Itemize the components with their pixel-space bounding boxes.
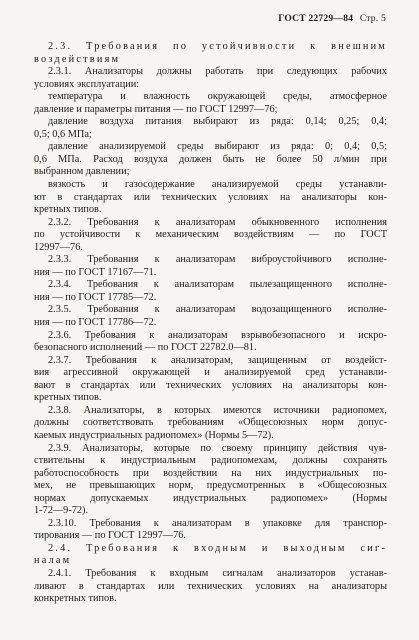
- text-line: ния — по ГОСТ 17785—72.: [34, 291, 157, 303]
- text-line: конкретных типов.: [34, 593, 117, 605]
- text-line: ния — по ГОСТ 17167—71.: [34, 266, 157, 278]
- text-line: давление воздуха питания выбирают из ряда: 0,14; 0,25; 0,4;: [48, 116, 387, 128]
- text-line: 2.3.1. Анализаторы должны работать при следующих рабочих: [48, 66, 387, 78]
- text-line: 2.3.8. Анализаторы, в которых имеются источники радиопомех,: [48, 404, 387, 416]
- text-line: ствительны к индустриальным радиопомехам, должны сохранять: [34, 455, 387, 467]
- page-header: [278, 13, 386, 24]
- text-line: 2.3.4. Требования к анализаторам пылезащищенного исполне-: [48, 279, 387, 291]
- body-text: [34, 41, 387, 606]
- text-line: нормах допускаемых индустриальных радиопомех» (Нормы: [34, 492, 387, 504]
- text-line: температура и влажность окружающей среды, атмосферное: [48, 91, 387, 103]
- text-line: налам: [34, 555, 72, 567]
- text-line: тирования — по ГОСТ 12997—76.: [34, 530, 186, 542]
- text-line: вают в стандартах или технических условиях на анализаторы кон-: [34, 379, 387, 391]
- standard-code: ГОСТ 22729—84: [278, 13, 354, 24]
- text-line: ния — по ГОСТ 17786—72.: [34, 317, 157, 329]
- text-line: кретных типов.: [34, 392, 102, 404]
- text-line: 2.3.5. Требования к анализаторам водозащищенного исполне-: [48, 304, 387, 316]
- text-line: каемых индустриальных радиопомех» (Нормы 5—72).: [34, 429, 274, 441]
- text-line: 0,5; 0,6 МПа;: [34, 128, 92, 140]
- text-line: работоспособность при воздействии на них индустриальных по-: [34, 467, 387, 479]
- text-line: 2.3.9. Анализаторы, которые по своему принципу действия чув-: [48, 442, 387, 454]
- text-line: вязкость и газосодержание анализируемой среды устанавли-: [48, 179, 387, 191]
- text-line: кретных типов.: [34, 204, 102, 216]
- text-line: мех, не превышающих норм, предусмотренных в «Общесоюзных: [34, 480, 387, 492]
- page-number: Стр. 5: [359, 13, 386, 24]
- text-line: давление и параметры питания — по ГОСТ 12997—76;: [34, 103, 278, 115]
- text-line: 2.3.10. Требования к анализаторам в упаковке для транспор-: [48, 517, 387, 529]
- text-line: 2.4. Требования к входным и выходным сиг-: [48, 542, 387, 554]
- text-line: 2.4.1. Требования к входным сигналам анализаторов устанав-: [48, 567, 387, 579]
- text-line: 12997—76.: [34, 241, 83, 253]
- text-line: должны соответствовать требованиям «Общесоюзных норм допус-: [34, 417, 387, 429]
- text-line: 1-72—9-72).: [34, 505, 89, 517]
- text-line: 2.3. Требования по устойчивности к внешним: [48, 41, 387, 52]
- text-line: 2.3.7. Требования к анализаторам, защищенным от воздейст-: [48, 354, 387, 366]
- text-line: выбранном давлении;: [34, 166, 130, 178]
- text-line: воздействиям: [34, 53, 121, 65]
- text-line: вия агрессивной окружающей и анализируемой сред устанавли-: [34, 367, 387, 379]
- text-line: 2.3.3. Требования к анализаторам виброустойчивого исполне-: [48, 254, 387, 266]
- text-line: по устойчивости к механическим воздействиям — по ГОСТ: [34, 229, 387, 241]
- text-line: безопасного исполнений — по ГОСТ 22782.0—81.: [34, 342, 257, 354]
- text-line: ливают в стандартах или технических условиях на анализаторы: [34, 580, 387, 592]
- text-line: условиях эксплуатации:: [34, 78, 140, 90]
- text-line: 0,6 МПа. Расход воздуха должен быть не более 50 л/мин при: [34, 153, 387, 165]
- text-line: 2.3.2. Требования к анализаторам обыкновенного исполнения: [48, 216, 387, 228]
- text-line: давление анализируемой среды выбирают из ряда: 0; 0,4; 0,5;: [48, 141, 387, 153]
- text-line: ют в стандартах или технических условиях на анализаторы кон-: [34, 191, 387, 203]
- text-line: 2.3.6. Требования к анализаторам взрывобезопасного и искро-: [48, 329, 387, 341]
